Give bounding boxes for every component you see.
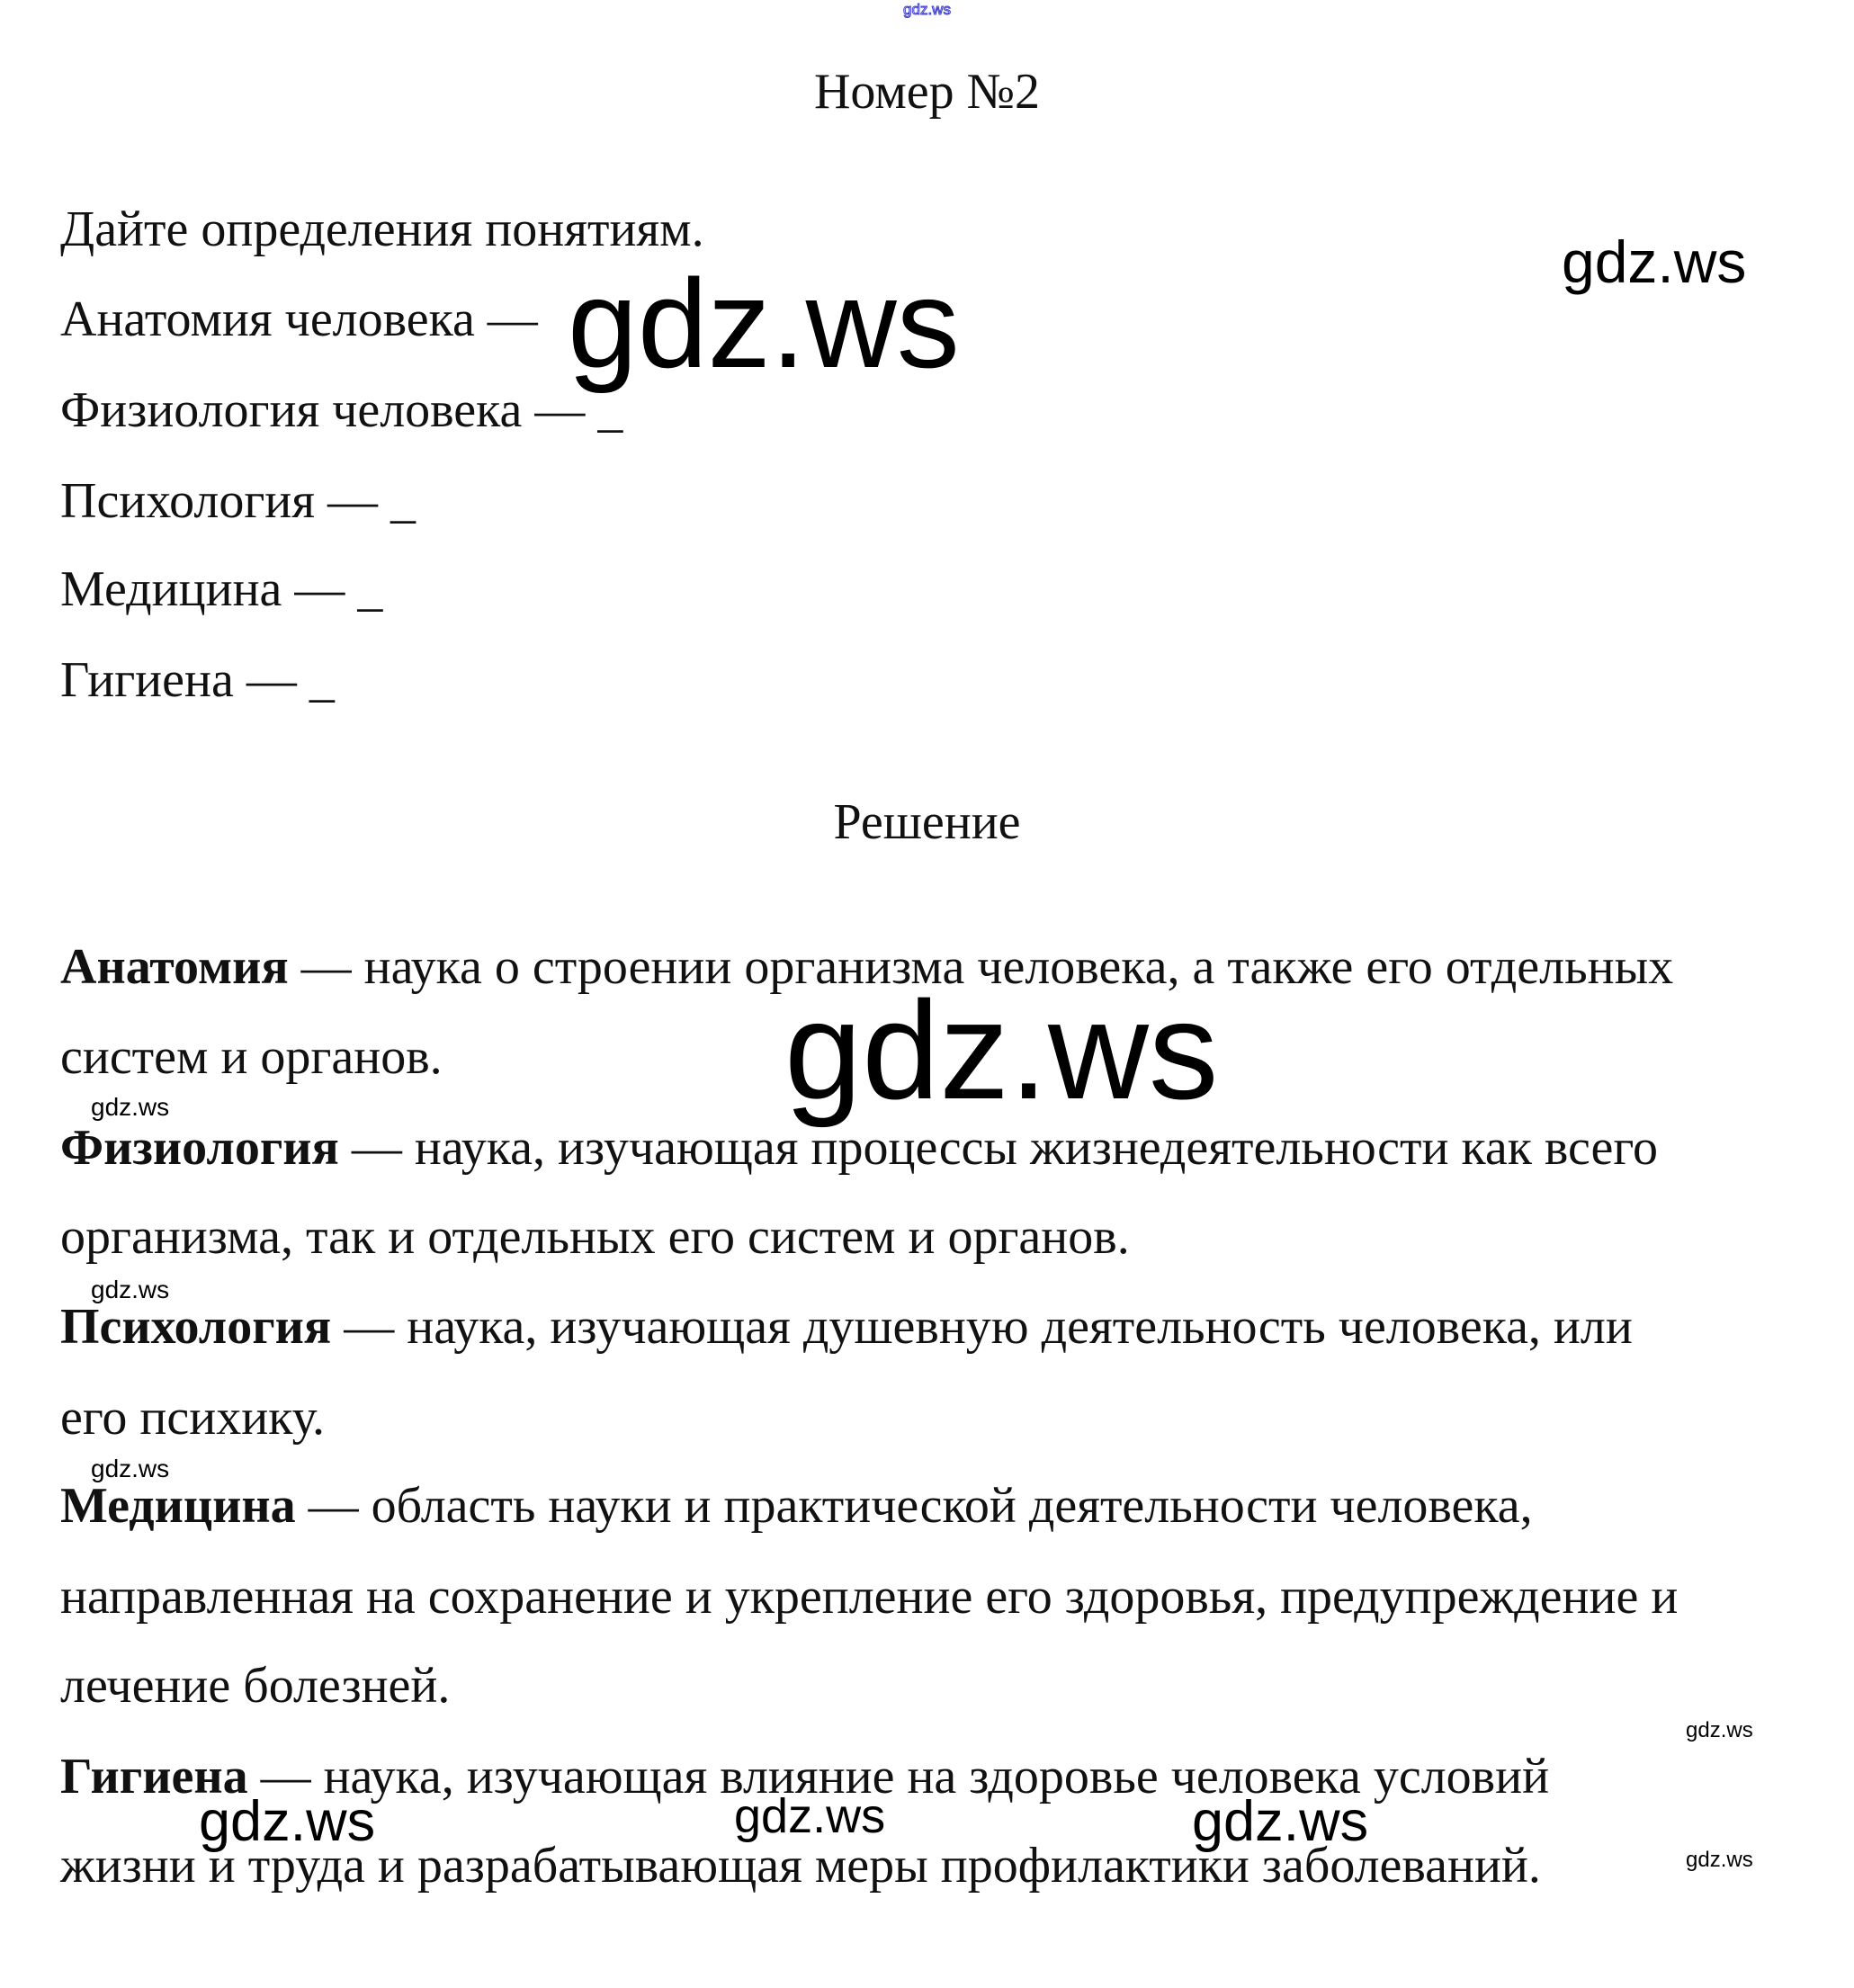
watermark: gdz.ws (568, 253, 960, 394)
watermark: gdz.ws (1686, 1718, 1753, 1742)
term: Психология (60, 1299, 332, 1355)
term: Медицина (60, 1478, 296, 1534)
watermark: gdz.ws (91, 1455, 170, 1482)
task-item: Анатомия человека — (60, 291, 538, 347)
answer-line: жизни и труда и разрабатывающая меры профилактики заболеваний. (60, 1838, 1541, 1894)
watermark: gdz.ws (1562, 228, 1747, 295)
watermark: gdz.ws (734, 1789, 886, 1843)
page-title: Номер №2 (813, 64, 1041, 120)
answer-line: направленная на сохранение и укрепление его здоровья, предупреждение и (60, 1569, 1679, 1625)
watermark: gdz.ws (199, 1790, 376, 1853)
definition: — наука, изучающая душевную деятельность человека, или (331, 1299, 1633, 1355)
task-item: Медицина — _ (60, 561, 383, 617)
watermark: gdz.ws (1192, 1790, 1369, 1853)
task-intro: Дайте определения понятиям. (60, 201, 704, 257)
term: Гигиена (60, 1749, 248, 1804)
watermark: gdz.ws (1686, 1848, 1753, 1872)
answer-line: его психику. (60, 1390, 325, 1446)
watermark: gdz.ws (91, 1093, 170, 1121)
task-item: Физиология человека — _ (60, 382, 623, 438)
task-item: Психология — _ (60, 473, 416, 529)
watermark: gdz.ws (91, 1276, 170, 1303)
answer-physiology (60, 1120, 1658, 1176)
answer-line: лечение болезней. (60, 1658, 451, 1714)
answer-medicine (60, 1478, 1533, 1534)
definition: — наука, изучающая влияние на здоровье человека условий (247, 1749, 1550, 1804)
definition: — наука о строении организма человека, а также его отдельных (288, 939, 1674, 995)
solution-heading: Решение (833, 794, 1021, 850)
watermark-top: gdz.ws (903, 1, 951, 18)
task-item: Гигиена — _ (60, 652, 335, 708)
watermark: gdz.ws (784, 972, 1219, 1128)
term: Физиология (60, 1120, 339, 1176)
definition: — наука, изучающая процессы жизнедеятельности как всего (338, 1120, 1658, 1176)
answer-line: систем и органов. (60, 1029, 443, 1085)
answer-line: организма, так и отдельных его систем и органов. (60, 1209, 1130, 1265)
term: Анатомия (60, 939, 289, 995)
definition: — область науки и практической деятельности человека, (295, 1478, 1533, 1534)
answer-psychology (60, 1299, 1633, 1355)
